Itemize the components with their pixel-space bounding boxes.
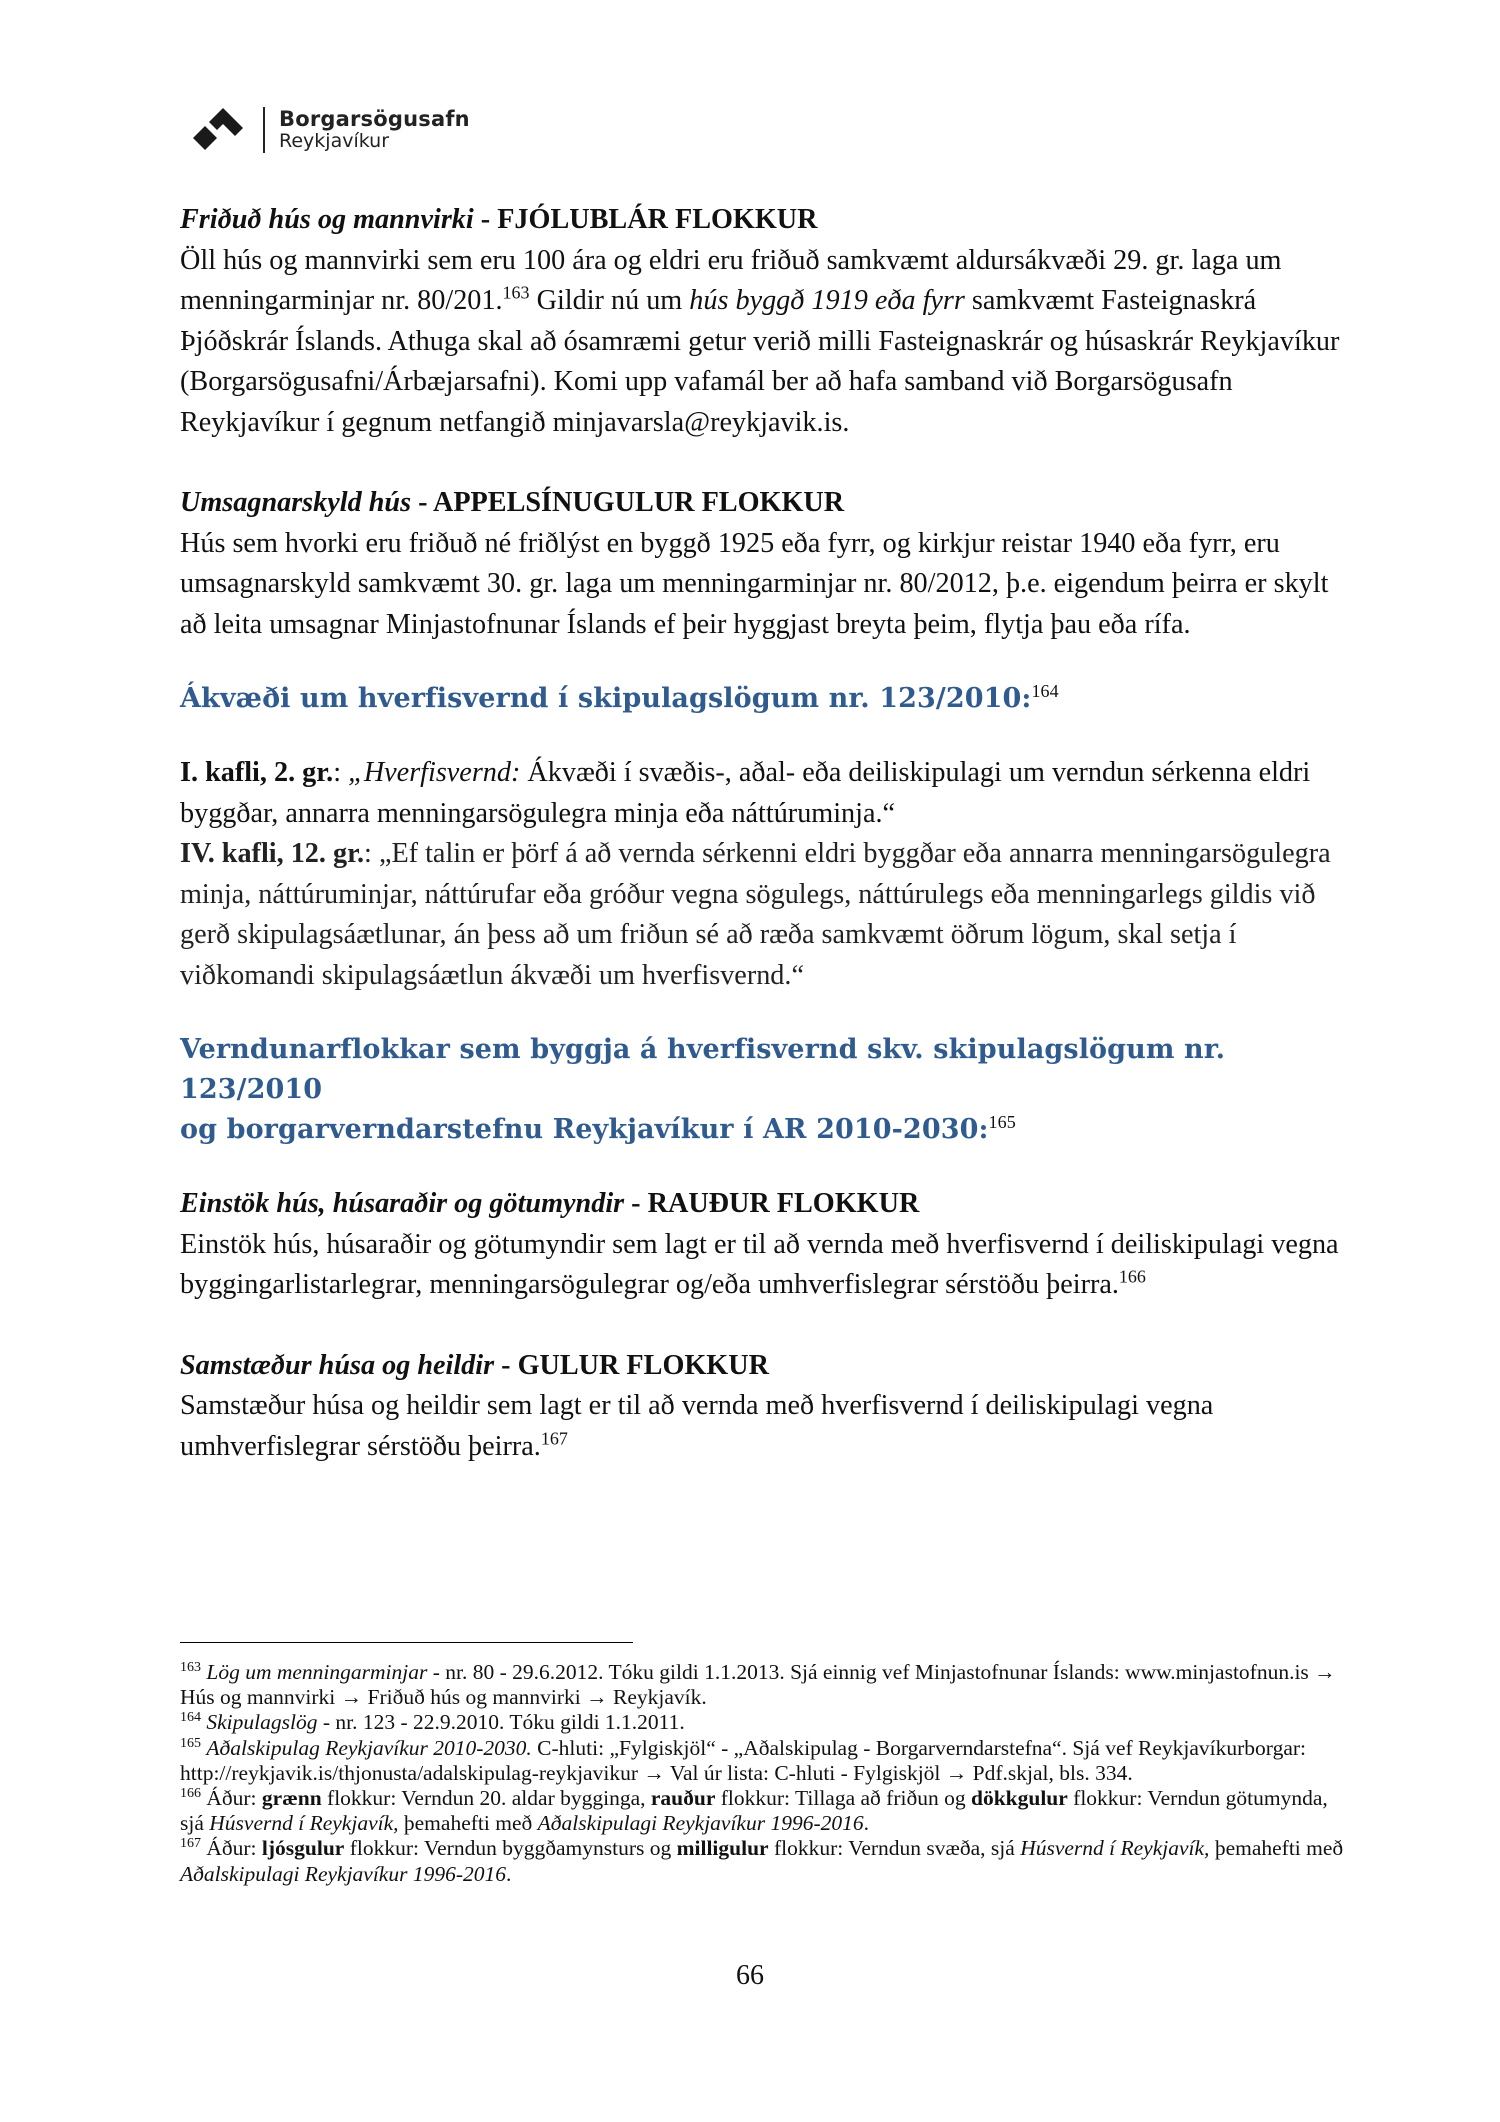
heading-protection-classes: Verndunarflokkar sem byggja á hverfisvernd skv. skipulagslögum nr. 123/2010 og borgarverndarstefnu Reykjavíkur í AR 2010-2030:$^{165}$ — [180, 1034, 1226, 1145]
section-yellow-title: Samstæður húsa og heildir - GULUR FLOKKUR — [180, 1349, 769, 1381]
heading-planning-act: Ákvæði um hverfisvernd í skipulagslögum nr. 123/2010:$^{164}$ — [180, 681, 1059, 714]
museum-logo — [193, 104, 470, 156]
footnote-166: $^{166}$ Áður: grænn flokkur: Verndun 20. aldar bygginga, rauður flokkur: Tillaga að friðun og dökkgulur flokkur: Verndun götumynda, sjá Húsvernd í Reykjavík, þemahefti með Aðalskipulagi Reykjavíkur 1996-2016. — [180, 1785, 1328, 1836]
law-article-12: IV. kafli, 12. gr.: „Ef talin er þörf á að vernda sérkenni eldri byggðar eða annarra menningarsögulegra minja, náttúruminjar, náttúrufar eða gróður vegna sögulegs, náttúrulegs eða menningarlegs gildis við gerð skipulagsáætlunar, án þess að um friðun sé að ræða samkvæmt öðrum lögum, skal setja í viðkomandi skipulagsáætlun ákvæði um hverfisvernd.“ — [180, 838, 1331, 991]
footnote-ref-166[interactable]: 166 — [1118, 1266, 1146, 1287]
law-article-2: I. kafli, 2. gr.: „Hverfisvernd: Ákvæði í svæðis-, aðal- eða deiliskipulagi um verndun sérkenna eldri byggðar, annarra menningarsögulegra minja eða náttúruminja.“ — [180, 757, 1311, 829]
logo-text — [279, 107, 470, 153]
page-number: 66 — [736, 1960, 764, 1991]
footnote-ref-167[interactable]: 167 — [540, 1428, 568, 1449]
arrow-right-icon: → — [643, 1760, 665, 1785]
section-yellow-text: Samstæður húsa og heildir sem lagt er til að vernda með hverfisvernd í deiliskipulagi vegna umhverfislegrar sérstöðu þeirra.$^{167}$ — [180, 1390, 1214, 1462]
arrow-right-icon: → — [1314, 1660, 1336, 1684]
footnote-167: $^{167}$ Áður: ljósgulur flokkur: Verndun byggðamynsturs og milligulur flokkur: Verndun svæða, sjá Húsvernd í Reykjavík, þemahefti með Aðalskipulagi Reykjavíkur 1996-2016. — [180, 1836, 1344, 1886]
logo-subtitle: Reykjavíkur — [279, 130, 390, 153]
section-protected-text: Öll hús og mannvirki sem eru 100 ára og eldri eru friðuð samkvæmt aldursákvæði 29. gr. laga um menningarminjar nr. 80/201.$^{163}$ Gildir nú um hús byggð 1919 eða fyrr samkvæmt Fasteignaskrá Þjóðskrár Íslands. Athuga skal að ósamræmi getur verið milli Fasteignaskrár og húsaskrár Reykjavíkur (Borgarsögusafni/Árbæjarsafni). Komi upp vafamál ber að hafa samband við Borgarsögusafn Reykjavíkur í gegnum netfangið minjavarsla@reykjavik.is. — [180, 244, 1340, 438]
logo-name: Borgarsögusafn — [279, 107, 470, 131]
section-review-text: Hús sem hvorki eru friðuð né friðlýst en byggð 1925 eða fyrr, og kirkjur reistar 1940 eða fyrr, eru umsagnarskyld samkvæmt 30. gr. laga um menningarminjar nr. 80/2012, þ.e. eigendum þeirra er skylt að leita umsagnar Minjastofnunar Íslands ef þeir hyggjast breyta þeim, flytja þau eða rífa. — [180, 527, 1329, 640]
footnote-163: $^{163}$ Lög um menningarminjar - nr. 80 - 29.6.2012. Tóku gildi 1.1.2013. Sjá einnig vef Minjastofnunar Íslands: www.minjastofnun.is → Hús og mannvirki → Friðuð hús og mannvirki → Reykjavík. — [180, 1659, 1336, 1710]
section-protected-title: Friðuð hús og mannvirki - FJÓLUBLÁR FLOKKUR — [180, 204, 818, 235]
section-red-text: Einstök hús, húsaraðir og götumyndir sem lagt er til að vernda með hverfisvernd í deiliskipulagi vegna byggingarlistarlegrar, menningarsögulegrar og/eða umhverfislegrar sérstöðu þeirra.$^{166}$ — [180, 1228, 1339, 1300]
footnote-ref-163[interactable]: 163 — [502, 282, 530, 303]
footnote-separator — [180, 1642, 633, 1643]
section-red-title: Einstök hús, húsaraðir og götumyndir - RAUÐUR FLOKKUR — [180, 1188, 920, 1219]
section-review-title: Umsagnarskyld hús - APPELSÍNUGULUR FLOKKUR — [180, 487, 845, 518]
arrow-right-icon: → — [586, 1685, 608, 1710]
arrow-right-icon: → — [945, 1760, 968, 1785]
arrow-right-icon: → — [340, 1685, 363, 1710]
footnote-164: $^{164}$ Skipulagslög - nr. 123 - 22.9.2010. Tóku gildi 1.1.2011. — [180, 1710, 685, 1735]
footnote-ref-164[interactable]: 164 — [1031, 681, 1059, 701]
footnotes — [180, 1660, 1350, 1887]
footnote-165: $^{165}$ Aðalskipulag Reykjavíkur 2010-2030. C-hluti: „Fylgiskjöl“ - „Aðalskipulag - Borgarverndarstefna“. Sjá vef Reykjavíkurborgar: http://reykjavik.is/thjonusta/adalskipulag-reykjavikur → Val úr lista: C-hluti - Fylgiskjöl → Pdf.skjal, bls. 334. — [180, 1735, 1307, 1785]
page-body — [180, 200, 1350, 1467]
logo-divider — [263, 107, 265, 153]
footnote-ref-165[interactable]: 165 — [988, 1112, 1016, 1132]
logo-chevron-icon — [193, 108, 253, 152]
